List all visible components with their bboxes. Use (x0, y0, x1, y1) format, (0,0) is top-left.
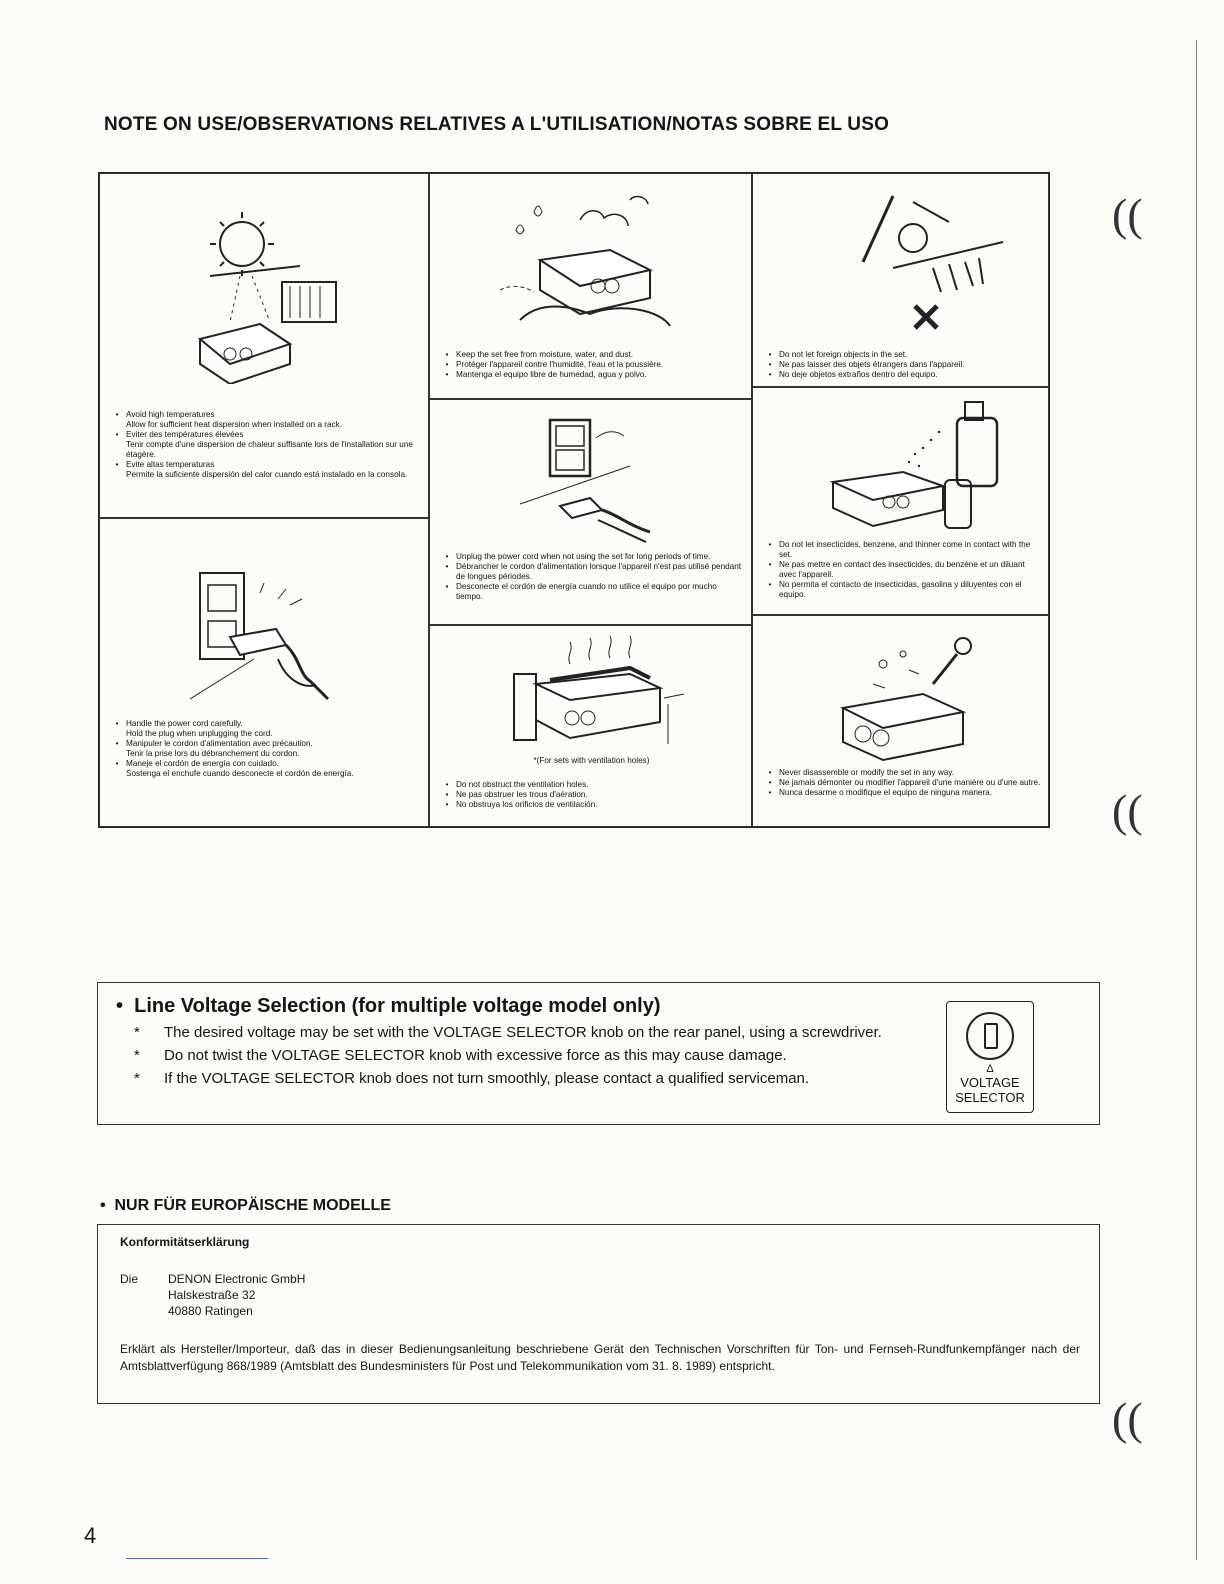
line-voltage-item: If the VOLTAGE SELECTOR knob does not turn smoothly, please contact a qualified serviceman. (164, 1070, 810, 1087)
note-text: Evite altas temperaturas Permite la suficiente dispersión del calor cuando está instalado en la consola. (126, 460, 408, 479)
conformity-title: Konformitätserklärung (120, 1235, 250, 1249)
foreign-objects-illustration (833, 182, 1013, 342)
ventilation-notes: *(For sets with ventilation holes) • Do not obstruct the ventilation holes. • Ne pas obstruer les trous d'aération. • No obstruya los orificios de ventilación. (438, 756, 745, 810)
notes-grid (98, 172, 1050, 828)
spray-illustration (823, 392, 1013, 542)
page-title: NOTE ON USE/OBSERVATIONS RELATIVES A L'UTILISATION/NOTAS SOBRE EL USO (104, 114, 890, 135)
outlet-illustration (520, 414, 670, 544)
note-text: Manipuler le cordon d'alimentation avec précaution. Tenir la prise lors du débranchement du cordon. (126, 739, 313, 758)
note-text: Unplug the power cord when not using the set for long periods of time. (456, 552, 711, 561)
hot-sun-illustration (180, 204, 350, 384)
triangle-icon: Δ (986, 1063, 994, 1075)
binding-mark: (( (1112, 189, 1143, 240)
footer-rule (126, 1558, 268, 1559)
note-text: Avoid high temperatures Allow for sufficient heat dispersion when installed on a rack. (126, 410, 343, 429)
ventilation-caption: *(For sets with ventilation holes) (533, 756, 650, 765)
note-text: No permita el contacto de insecticidas, gasolina y diluyentes con el equipo. (779, 580, 1022, 599)
note-text: Handle the power cord carefully. Hold the plug when unplugging the cord. (126, 719, 273, 738)
note-text: Maneje el cordón de energía con cuidado. Sostenga el enchufe cuando desconecte el cordón de energía. (126, 759, 354, 778)
ventilation-illustration (500, 634, 690, 754)
moisture-illustration (500, 190, 680, 340)
note-text: Do not obstruct the ventilation holes. (456, 780, 589, 789)
line-voltage-list: * The desired voltage may be set with the VOLTAGE SELECTOR knob on the rear panel, using a screwdriver. * Do not twist the VOLTAGE SELECTOR knob with excessive force as this may cause damage. * If the VOLTAGE SELECTOR knob does not turn smoothly, please contact a qualified serviceman. (134, 1021, 914, 1090)
cell-power-cord (99, 518, 429, 827)
note-text: Nunca desarme o modifique el equipo de ninguna manera. (779, 788, 993, 797)
note-text: Ne jamais démonter ou modifier l'appareil d'une manière ou d'une autre. (779, 778, 1041, 787)
cell-foreign-objects (752, 173, 1049, 387)
voltage-knob-icon (966, 1012, 1014, 1060)
note-text: Do not let insecticides, benzene, and thinner come in contact with the set. (779, 540, 1031, 559)
disassemble-notes: • Never disassemble or modify the set in any way. • Ne jamais démonter ou modifier l'appareil d'une manière ou d'une autre. • Nunca desarme o modifique el equipo de ninguna manera. (768, 768, 1041, 797)
power-cord-notes: • Handle the power cord carefully. Hold the plug when unplugging the cord. • Manipuler le cordon d'alimentation avec précaution. Tenir la prise lors du débranchement du cordon. • Maneje el cordón de energía con cuidado. Sostenga el enchufe cuando desconecte el cordón de energía. (108, 719, 422, 779)
note-text: No deje objetos extraños dentro del equipo. (779, 370, 938, 379)
insecticides-notes: • Do not let insecticides, benzene, and thinner come in contact with the set. • Ne pas mettre en contact des insecticides, du benzène et un diluant avec l'appareil. • No permita el contacto de insecticidas, gasolina y diluyentes con el equipo. (761, 540, 1042, 600)
note-text: Débrancher le cordon d'alimentation lorsque l'appareil n'est pas utilisé pendant de longues périodes. (456, 562, 742, 581)
cell-unplug (429, 399, 752, 625)
note-text: Never disassemble or modify the set in any way. (779, 768, 955, 777)
moisture-notes: • Keep the set free from moisture, water, and dust. • Protéger l'appareil contre l'humidité, l'eau et la poussière. • Mantenga el equipo libre de humedad, agua y polvo. (438, 350, 745, 380)
note-text: Desconecte el cordón de energía cuando no utilice el equipo por mucho tiempo. (456, 582, 717, 601)
note-text: Ne pas laisser des objets étrangers dans l'appareil. (779, 360, 965, 369)
note-text: Eviter des températures élevées Tenir compte d'une dispersion de chaleur suffisante lors de l'installation sur une étagère. (126, 430, 413, 459)
cell-moisture (429, 173, 752, 399)
conformity-declaration: Erklärt als Hersteller/Importeur, daß das in dieser Bedienungsanleitung beschriebene Gerät den Technischen Vorschriften für Ton- und Fernseh-Rundfunkempfänger nach der Amtsblattverfügung 868/1989 (Amtsblatt des Bundesministers für Post und Telekommunikation vom 31. 8. 1989) entspricht. (120, 1342, 1080, 1373)
disassemble-illustration (833, 624, 1003, 764)
voltage-selector-label: VOLTAGE (960, 1075, 1020, 1090)
note-text: Ne pas obstruer les trous d'aération. (456, 790, 588, 799)
note-text: Keep the set free from moisture, water, and dust. (456, 350, 634, 359)
cell-insecticides (752, 387, 1049, 615)
note-text: Protéger l'appareil contre l'humidité, l'eau et la poussière. (456, 360, 664, 369)
note-text: Do not let foreign objects in the set. (779, 350, 908, 359)
plug-illustration (190, 559, 340, 719)
line-voltage-box (97, 982, 1100, 1125)
temperature-notes: • Avoid high temperatures Allow for sufficient heat dispersion when installed on a rack. • Eviter des températures élevées Tenir compte d'une dispersion de chaleur suffisante lors de l'installation sur une étagère. • Evite altas temperaturas Permite la suficiente dispersión del calor cuando está instalado en la consola. (108, 410, 422, 480)
page-number: 4 (84, 1523, 97, 1548)
line-voltage-title: • Line Voltage Selection (for multiple voltage model only) (116, 995, 661, 1017)
cell-ventilation (429, 625, 752, 827)
right-margin-line (1196, 40, 1197, 1560)
manufacturer-address: Die DENON Electronic GmbH Halskestraße 32 40880 Ratingen (120, 1272, 306, 1318)
voltage-selector-label: SELECTOR (955, 1090, 1025, 1105)
note-text: Ne pas mettre en contact des insecticides, du benzène et un diluant avec l'appareil. (779, 560, 1025, 579)
cell-disassemble (752, 615, 1049, 827)
line-voltage-item: Do not twist the VOLTAGE SELECTOR knob with excessive force as this may cause damage. (164, 1047, 787, 1064)
voltage-selector-diagram (946, 1001, 1034, 1113)
foreign-objects-notes: • Do not let foreign objects in the set. • Ne pas laisser des objets étrangers dans l'appareil. • No deje objetos extraños dentro del equipo. (761, 350, 1042, 380)
unplug-notes: • Unplug the power cord when not using the set for long periods of time. • Débrancher le cordon d'alimentation lorsque l'appareil n'est pas utilisé pendant de longues périodes. • Desconecte el cordón de energía cuando no utilice el equipo por mucho tiempo. (438, 552, 745, 602)
conformity-box (97, 1224, 1100, 1404)
note-text: No obstruya los orificios de ventilación. (456, 800, 598, 809)
european-heading: • NUR FÜR EUROPÄISCHE MODELLE (100, 1197, 391, 1214)
line-voltage-item: The desired voltage may be set with the VOLTAGE SELECTOR knob on the rear panel, using a screwdriver. (164, 1024, 882, 1041)
note-text: Mantenga el equipo libre de humedad, agua y polvo. (456, 370, 647, 379)
cell-temperature (99, 173, 429, 518)
binding-mark: (( (1112, 1393, 1143, 1444)
binding-mark: (( (1112, 785, 1143, 836)
